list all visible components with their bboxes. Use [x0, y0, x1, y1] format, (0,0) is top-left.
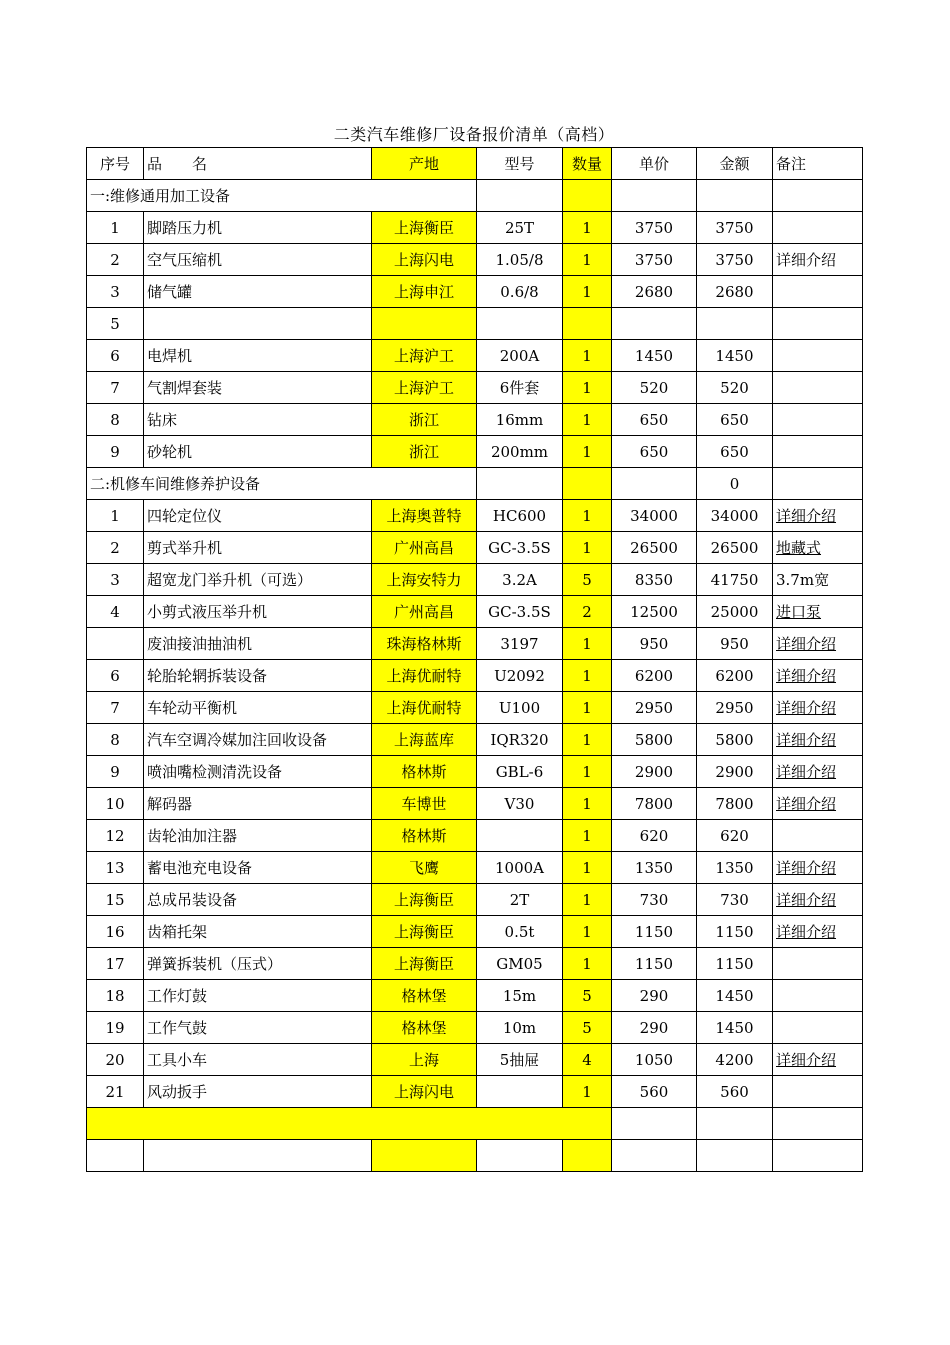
cell — [612, 1140, 697, 1172]
cell — [612, 468, 697, 500]
cell-note — [773, 404, 863, 436]
cell-qty — [563, 308, 612, 340]
section-row-1 — [87, 180, 863, 212]
table-row — [87, 212, 863, 244]
header-name: 品 名 — [144, 148, 372, 180]
table-row — [87, 948, 863, 980]
cell — [563, 180, 612, 212]
cell-model: IQR320 — [477, 724, 563, 756]
table-row — [87, 916, 863, 948]
cell — [372, 1140, 477, 1172]
header-row — [87, 148, 863, 180]
cell-price: 290 — [612, 980, 697, 1012]
cell-note — [773, 1012, 863, 1044]
note-link[interactable]: 地藏式 — [773, 532, 863, 564]
cell-qty: 1 — [563, 628, 612, 660]
section-label-1: 一:维修通用加工设备 — [87, 180, 477, 212]
cell-seq: 5 — [87, 308, 144, 340]
cell — [477, 180, 563, 212]
cell-price: 8350 — [612, 564, 697, 596]
header-note: 备注 — [773, 148, 863, 180]
cell-model: 6件套 — [477, 372, 563, 404]
cell — [697, 1140, 773, 1172]
cell-name: 脚踏压力机 — [144, 212, 372, 244]
note-link[interactable]: 详细介绍 — [773, 788, 863, 820]
cell-origin: 珠海格林斯 — [372, 628, 477, 660]
cell-price: 1350 — [612, 852, 697, 884]
cell — [697, 1108, 773, 1140]
cell-seq: 15 — [87, 884, 144, 916]
cell-origin: 上海衡臣 — [372, 212, 477, 244]
cell-amount — [697, 308, 773, 340]
cell — [773, 1108, 863, 1140]
cell-amount: 2680 — [697, 276, 773, 308]
cell-model: 1000A — [477, 852, 563, 884]
cell-seq: 19 — [87, 1012, 144, 1044]
cell-origin: 广州高昌 — [372, 596, 477, 628]
cell-amount: 34000 — [697, 500, 773, 532]
cell-name: 废油接油抽油机 — [144, 628, 372, 660]
cell-origin: 上海安特力 — [372, 564, 477, 596]
cell-qty: 1 — [563, 884, 612, 916]
cell-price: 7800 — [612, 788, 697, 820]
cell-name: 工具小车 — [144, 1044, 372, 1076]
cell-origin: 上海衡臣 — [372, 916, 477, 948]
cell-amount: 4200 — [697, 1044, 773, 1076]
cell-price: 1450 — [612, 340, 697, 372]
cell-origin: 格林斯 — [372, 756, 477, 788]
cell-note — [773, 276, 863, 308]
table-row — [87, 532, 863, 564]
table-row — [87, 1044, 863, 1076]
cell-model: 5抽屉 — [477, 1044, 563, 1076]
cell-model: 3197 — [477, 628, 563, 660]
cell-qty: 5 — [563, 980, 612, 1012]
cell-model: 200A — [477, 340, 563, 372]
cell-price: 3750 — [612, 212, 697, 244]
cell-name: 解码器 — [144, 788, 372, 820]
table-row — [87, 820, 863, 852]
cell-name — [144, 308, 372, 340]
cell-price: 1150 — [612, 916, 697, 948]
note-link[interactable]: 进口泵 — [773, 596, 863, 628]
cell-note — [773, 980, 863, 1012]
cell-price: 620 — [612, 820, 697, 852]
cell — [563, 1140, 612, 1172]
cell-amount: 5800 — [697, 724, 773, 756]
quote-table — [86, 147, 863, 1172]
cell-amount: 1350 — [697, 852, 773, 884]
cell-price: 6200 — [612, 660, 697, 692]
cell-note — [773, 212, 863, 244]
note-link[interactable]: 详细介绍 — [773, 724, 863, 756]
cell-model: 200mm — [477, 436, 563, 468]
cell-name: 超宽龙门举升机（可选） — [144, 564, 372, 596]
cell-note: 详细介绍 — [773, 244, 863, 276]
table-row — [87, 628, 863, 660]
header-origin: 产地 — [372, 148, 477, 180]
cell-seq: 21 — [87, 1076, 144, 1108]
cell — [477, 468, 563, 500]
cell-seq: 1 — [87, 212, 144, 244]
cell-origin: 上海蓝库 — [372, 724, 477, 756]
cell — [697, 180, 773, 212]
note-link[interactable]: 详细介绍 — [773, 500, 863, 532]
table-row — [87, 884, 863, 916]
cell-amount: 2950 — [697, 692, 773, 724]
cell-note — [773, 820, 863, 852]
cell-amount: 650 — [697, 436, 773, 468]
cell-qty: 1 — [563, 500, 612, 532]
cell-price: 2900 — [612, 756, 697, 788]
cell-qty: 1 — [563, 788, 612, 820]
cell-origin: 上海优耐特 — [372, 692, 477, 724]
total-highlight-cell — [87, 1108, 612, 1140]
cell-model: 2T — [477, 884, 563, 916]
cell-name: 轮胎轮辋拆装设备 — [144, 660, 372, 692]
cell-qty: 1 — [563, 532, 612, 564]
cell-qty: 2 — [563, 596, 612, 628]
table-row — [87, 404, 863, 436]
note-link[interactable]: 详细介绍 — [773, 660, 863, 692]
cell-name: 空气压缩机 — [144, 244, 372, 276]
cell-name: 齿轮油加注器 — [144, 820, 372, 852]
cell-model: 15m — [477, 980, 563, 1012]
cell — [563, 468, 612, 500]
header-price: 单价 — [612, 148, 697, 180]
cell-model: U100 — [477, 692, 563, 724]
cell-amount: 560 — [697, 1076, 773, 1108]
cell-qty: 1 — [563, 948, 612, 980]
cell-price: 290 — [612, 1012, 697, 1044]
cell-qty: 1 — [563, 244, 612, 276]
cell-note — [773, 436, 863, 468]
cell-origin: 上海申江 — [372, 276, 477, 308]
cell-price: 3750 — [612, 244, 697, 276]
header-model: 型号 — [477, 148, 563, 180]
cell-origin: 格林堡 — [372, 980, 477, 1012]
cell-name: 储气罐 — [144, 276, 372, 308]
cell-origin — [372, 308, 477, 340]
cell-model: GC-3.5S — [477, 532, 563, 564]
cell-model: 25T — [477, 212, 563, 244]
cell-seq: 3 — [87, 276, 144, 308]
note-link[interactable]: 详细介绍 — [773, 692, 863, 724]
cell-model: GBL-6 — [477, 756, 563, 788]
cell-seq: 7 — [87, 692, 144, 724]
cell-origin: 格林斯 — [372, 820, 477, 852]
cell-origin: 上海沪工 — [372, 340, 477, 372]
cell-origin: 上海沪工 — [372, 372, 477, 404]
cell-price: 950 — [612, 628, 697, 660]
note-link[interactable]: 详细介绍 — [773, 1044, 863, 1076]
cell-name: 剪式举升机 — [144, 532, 372, 564]
cell-model: 10m — [477, 1012, 563, 1044]
cell-qty: 1 — [563, 724, 612, 756]
cell-name: 砂轮机 — [144, 436, 372, 468]
cell — [773, 1140, 863, 1172]
note-link[interactable]: 详细介绍 — [773, 884, 863, 916]
cell-seq: 12 — [87, 820, 144, 852]
cell-qty: 1 — [563, 852, 612, 884]
cell-name: 电焊机 — [144, 340, 372, 372]
cell-seq: 1 — [87, 500, 144, 532]
blank-row — [87, 1140, 863, 1172]
cell-note — [773, 948, 863, 980]
cell-amount: 3750 — [697, 212, 773, 244]
cell-origin: 上海优耐特 — [372, 660, 477, 692]
table-row — [87, 564, 863, 596]
section-row-2 — [87, 468, 863, 500]
cell-seq: 8 — [87, 404, 144, 436]
cell-seq: 9 — [87, 436, 144, 468]
cell-qty: 4 — [563, 1044, 612, 1076]
cell-qty: 1 — [563, 404, 612, 436]
cell-amount: 3750 — [697, 244, 773, 276]
cell-amount: 2900 — [697, 756, 773, 788]
cell-name: 风动扳手 — [144, 1076, 372, 1108]
cell-amount: 26500 — [697, 532, 773, 564]
cell-model: HC600 — [477, 500, 563, 532]
table-row — [87, 692, 863, 724]
table-row — [87, 308, 863, 340]
cell-qty: 1 — [563, 372, 612, 404]
cell-model — [477, 820, 563, 852]
cell-model: GC-3.5S — [477, 596, 563, 628]
cell — [612, 180, 697, 212]
cell-qty: 1 — [563, 340, 612, 372]
cell-note — [773, 1076, 863, 1108]
cell-amount: 730 — [697, 884, 773, 916]
cell — [144, 1140, 372, 1172]
cell-qty: 1 — [563, 916, 612, 948]
cell-origin: 浙江 — [372, 404, 477, 436]
cell-price: 1050 — [612, 1044, 697, 1076]
cell-model: U2092 — [477, 660, 563, 692]
cell-amount: 1450 — [697, 980, 773, 1012]
cell-model: 0.5t — [477, 916, 563, 948]
section-2-amount: 0 — [697, 468, 773, 500]
cell-model: 3.2A — [477, 564, 563, 596]
cell-price: 26500 — [612, 532, 697, 564]
cell-seq: 6 — [87, 660, 144, 692]
total-row — [87, 1108, 863, 1140]
cell — [612, 1108, 697, 1140]
table-row — [87, 980, 863, 1012]
cell-amount: 7800 — [697, 788, 773, 820]
cell-name: 小剪式液压举升机 — [144, 596, 372, 628]
cell-seq — [87, 628, 144, 660]
cell-name: 四轮定位仪 — [144, 500, 372, 532]
cell — [87, 1140, 144, 1172]
header-seq: 序号 — [87, 148, 144, 180]
cell-qty: 1 — [563, 692, 612, 724]
cell-name: 钻床 — [144, 404, 372, 436]
cell-model: 0.6/8 — [477, 276, 563, 308]
cell-qty: 1 — [563, 756, 612, 788]
cell-price: 34000 — [612, 500, 697, 532]
cell-seq: 18 — [87, 980, 144, 1012]
cell-name: 工作气鼓 — [144, 1012, 372, 1044]
note-link[interactable]: 详细介绍 — [773, 756, 863, 788]
table-row — [87, 244, 863, 276]
table-row — [87, 1012, 863, 1044]
page-title: 二类汽车维修厂设备报价清单（高档） — [333, 125, 615, 144]
cell-note — [773, 372, 863, 404]
cell-qty: 1 — [563, 276, 612, 308]
cell-model: 16mm — [477, 404, 563, 436]
cell-amount: 950 — [697, 628, 773, 660]
cell-note — [773, 340, 863, 372]
cell-model — [477, 1076, 563, 1108]
cell-price — [612, 308, 697, 340]
cell-origin: 上海奥普特 — [372, 500, 477, 532]
table-row — [87, 660, 863, 692]
cell-origin: 广州高昌 — [372, 532, 477, 564]
cell-origin: 上海衡臣 — [372, 884, 477, 916]
cell-amount: 650 — [697, 404, 773, 436]
cell — [773, 468, 863, 500]
cell — [773, 180, 863, 212]
header-qty: 数量 — [563, 148, 612, 180]
cell-amount: 1450 — [697, 340, 773, 372]
cell-qty: 5 — [563, 1012, 612, 1044]
cell-amount: 1450 — [697, 1012, 773, 1044]
cell-amount: 520 — [697, 372, 773, 404]
cell-price: 12500 — [612, 596, 697, 628]
cell-seq: 20 — [87, 1044, 144, 1076]
cell-origin: 上海闪电 — [372, 244, 477, 276]
cell-note: 3.7m宽 — [773, 564, 863, 596]
cell-price: 520 — [612, 372, 697, 404]
cell-model — [477, 308, 563, 340]
cell-qty: 1 — [563, 1076, 612, 1108]
cell-seq: 2 — [87, 532, 144, 564]
cell-price: 1150 — [612, 948, 697, 980]
cell-seq: 4 — [87, 596, 144, 628]
cell-model: V30 — [477, 788, 563, 820]
cell-origin: 格林堡 — [372, 1012, 477, 1044]
table-row — [87, 372, 863, 404]
cell-name: 工作灯鼓 — [144, 980, 372, 1012]
note-link[interactable]: 详细介绍 — [773, 628, 863, 660]
cell-price: 5800 — [612, 724, 697, 756]
cell-qty: 1 — [563, 820, 612, 852]
cell-price: 2680 — [612, 276, 697, 308]
cell-amount: 1150 — [697, 948, 773, 980]
cell-amount: 620 — [697, 820, 773, 852]
cell-seq: 13 — [87, 852, 144, 884]
cell-amount: 25000 — [697, 596, 773, 628]
cell-amount: 6200 — [697, 660, 773, 692]
cell-seq: 9 — [87, 756, 144, 788]
table-row — [87, 852, 863, 884]
note-link[interactable]: 详细介绍 — [773, 852, 863, 884]
cell-seq: 8 — [87, 724, 144, 756]
table-row — [87, 596, 863, 628]
cell-name: 气割焊套装 — [144, 372, 372, 404]
cell-name: 车轮动平衡机 — [144, 692, 372, 724]
cell-price: 650 — [612, 436, 697, 468]
cell-name: 总成吊装设备 — [144, 884, 372, 916]
cell-seq: 16 — [87, 916, 144, 948]
cell-model: 1.05/8 — [477, 244, 563, 276]
section-label-2: 二:机修车间维修养护设备 — [87, 468, 477, 500]
cell-origin: 上海衡臣 — [372, 948, 477, 980]
cell-seq: 10 — [87, 788, 144, 820]
cell-seq: 3 — [87, 564, 144, 596]
table-row — [87, 276, 863, 308]
cell-name: 齿箱托架 — [144, 916, 372, 948]
cell-origin: 上海 — [372, 1044, 477, 1076]
cell-origin: 飞鹰 — [372, 852, 477, 884]
cell-name: 汽车空调冷媒加注回收设备 — [144, 724, 372, 756]
cell-note — [773, 308, 863, 340]
table-row — [87, 788, 863, 820]
cell-amount: 41750 — [697, 564, 773, 596]
table-row — [87, 724, 863, 756]
cell-qty: 5 — [563, 564, 612, 596]
cell-qty: 1 — [563, 436, 612, 468]
cell — [477, 1140, 563, 1172]
cell-origin: 上海闪电 — [372, 1076, 477, 1108]
cell-name: 弹簧拆装机（压式） — [144, 948, 372, 980]
note-link[interactable]: 详细介绍 — [773, 916, 863, 948]
cell-name: 喷油嘴检测清洗设备 — [144, 756, 372, 788]
cell-price: 2950 — [612, 692, 697, 724]
cell-seq: 6 — [87, 340, 144, 372]
cell-seq: 2 — [87, 244, 144, 276]
cell-qty: 1 — [563, 212, 612, 244]
cell-origin: 浙江 — [372, 436, 477, 468]
cell-model: GM05 — [477, 948, 563, 980]
table-row — [87, 340, 863, 372]
table-row — [87, 1076, 863, 1108]
cell-price: 560 — [612, 1076, 697, 1108]
cell-price: 730 — [612, 884, 697, 916]
cell-seq: 7 — [87, 372, 144, 404]
cell-qty: 1 — [563, 660, 612, 692]
table-row — [87, 436, 863, 468]
cell-seq: 17 — [87, 948, 144, 980]
cell-amount: 1150 — [697, 916, 773, 948]
table-row — [87, 500, 863, 532]
header-amount: 金额 — [697, 148, 773, 180]
table-row — [87, 756, 863, 788]
cell-price: 650 — [612, 404, 697, 436]
cell-name: 蓄电池充电设备 — [144, 852, 372, 884]
cell-origin: 车博世 — [372, 788, 477, 820]
